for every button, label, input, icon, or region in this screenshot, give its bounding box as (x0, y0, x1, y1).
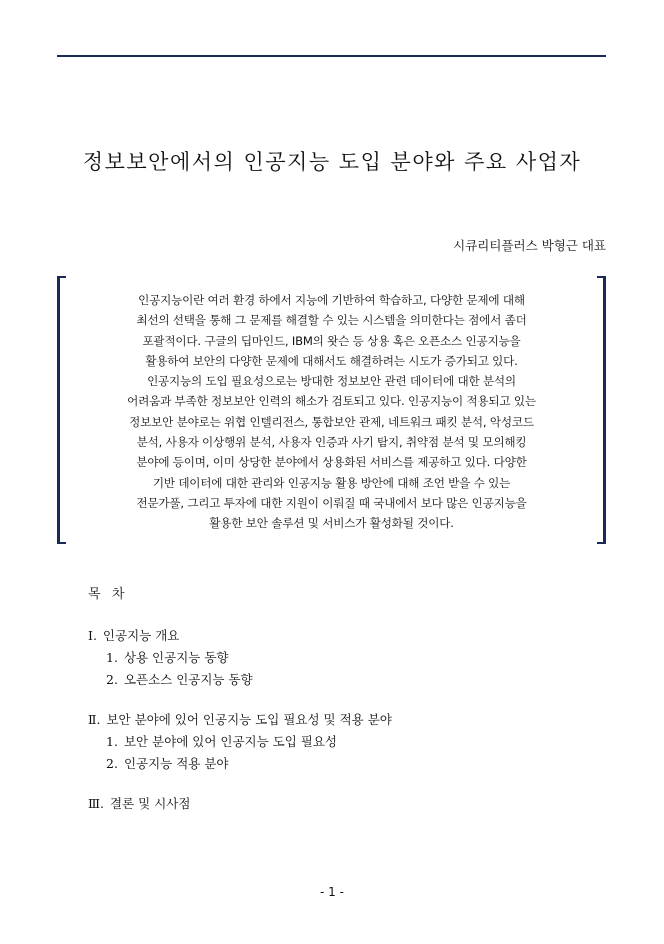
abstract-line: 활용하여 보안의 다양한 문제에 대해서도 해결하려는 시도가 증가되고 있다. (145, 353, 518, 368)
abstract-right-bracket (597, 276, 606, 544)
toc-title: 상용 인공지능 동향 (123, 650, 229, 665)
abstract-line: 최선의 선택을 통해 그 문제를 해결할 수 있는 시스템을 의미한다는 점에서 좀더 (136, 313, 527, 328)
abstract-line: 인공지능의 도입 필요성으로는 방대한 정보보안 관련 데이터에 대한 분석의 (147, 374, 516, 389)
toc-number: 2. (106, 672, 118, 687)
abstract-text (73, 290, 590, 534)
toc-title: 인공지능 개요 (102, 628, 180, 643)
toc-title: 오픈소스 인공지능 동향 (123, 672, 253, 687)
abstract-line: 기반 데이터에 대한 관리와 인공지능 활용 방안에 대해 조언 받을 수 있는 (152, 475, 511, 490)
toc-title: 인공지능 적용 분야 (123, 756, 229, 771)
toc-number: Ⅲ. (88, 796, 105, 811)
abstract-line: 활용한 보안 솔루션 및 서비스가 활성화될 것이다. (209, 516, 454, 531)
abstract-line: 정보보안 분야로는 위협 인텔리전스, 통합보안 관제, 네트워크 패킷 분석, 악성코드 (129, 414, 534, 429)
table-of-contents (88, 625, 568, 833)
toc-section-2 (88, 709, 568, 775)
toc-number: Ⅰ. (88, 628, 97, 643)
toc-title: 보안 분야에 있어 인공지능 도입 필요성 및 적용 분야 (106, 712, 392, 727)
abstract-line: 분야에 등이며, 이미 상당한 분야에서 상용화된 서비스를 제공하고 있다. 다양한 (136, 455, 527, 470)
toc-main-item[interactable] (88, 793, 568, 815)
toc-sub-item[interactable] (88, 647, 568, 669)
page-title: 정보보안에서의 인공지능 도입 분야와 주요 사업자 (82, 150, 582, 174)
toc-title: 결론 및 시사점 (110, 796, 191, 811)
toc-section-1 (88, 625, 568, 691)
author-line: 시큐리티플러스 박형근 대표 (453, 238, 606, 253)
toc-sub-item[interactable] (88, 731, 568, 753)
abstract-line: 포괄적이다. 구글의 딥마인드, IBM의 왓슨 등 상용 혹은 오픈소스 인공지능을 (142, 333, 521, 348)
toc-number: 1. (106, 650, 118, 665)
toc-main-item[interactable] (88, 625, 568, 647)
toc-number: Ⅱ. (88, 712, 101, 727)
toc-sub-item[interactable] (88, 753, 568, 775)
toc-title: 보안 분야에 있어 인공지능 도입 필요성 (123, 734, 338, 749)
toc-number: 1. (106, 734, 118, 749)
abstract-line: 인공지능이란 여러 환경 하에서 지능에 기반하여 학습하고, 다양한 문제에 대해 (138, 293, 525, 307)
toc-heading: 목 차 (88, 587, 126, 602)
toc-section-3 (88, 793, 568, 815)
abstract-box (57, 276, 606, 544)
toc-number: 2. (106, 756, 118, 771)
toc-main-item[interactable] (88, 709, 568, 731)
top-rule (57, 55, 606, 57)
page-number: - 1 - (320, 885, 344, 899)
abstract-line: 전문가풀, 그리고 투자에 대한 지원이 이뤄질 때 국내에서 보다 많은 인공지능을 (136, 495, 527, 510)
toc-sub-item[interactable] (88, 669, 568, 691)
abstract-line: 분석, 사용자 이상행위 분석, 사용자 인증과 사기 탐지, 취약점 분석 및 모의해킹 (136, 435, 527, 450)
abstract-line: 어려움과 부족한 정보보안 인력의 해소가 검토되고 있다. 인공지능이 적용되고 있는 (127, 394, 536, 409)
abstract-left-bracket (57, 276, 66, 544)
